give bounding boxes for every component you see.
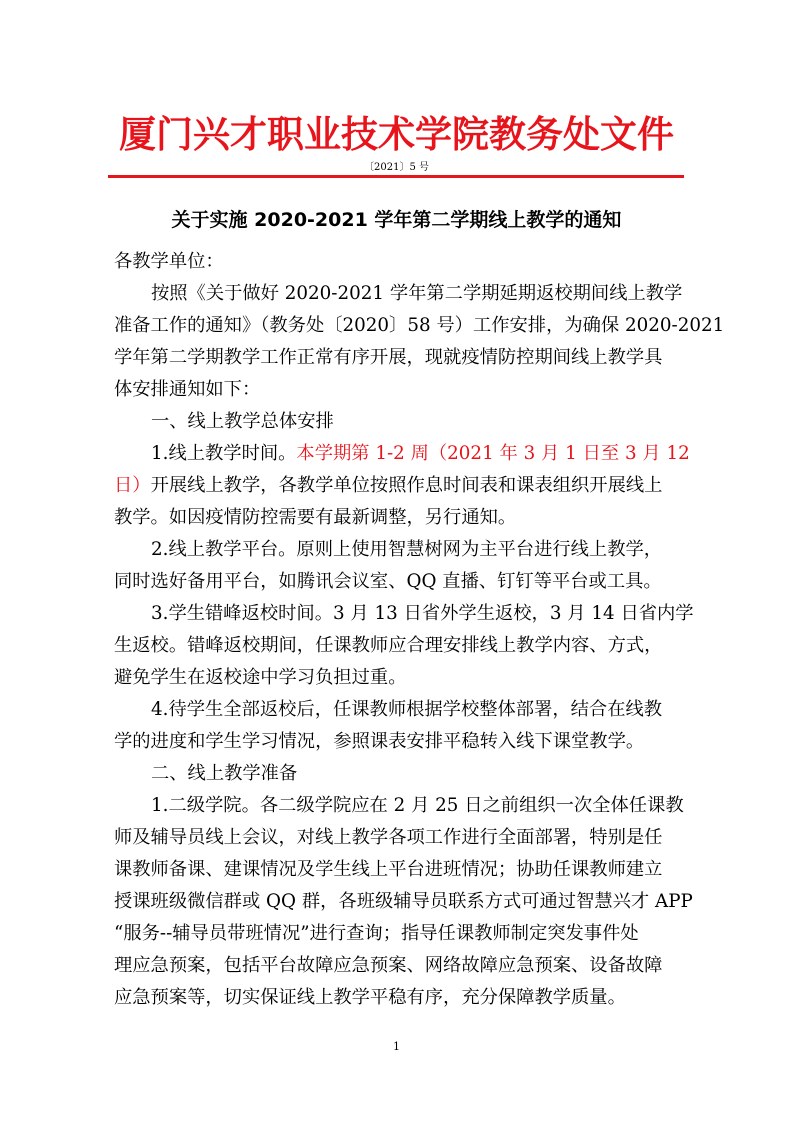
body-line: 生返校。错峰返校期间，任课教师应合理安排线上教学内容、方式， (114, 635, 663, 656)
body-line: 理应急预案，包括平台故障应急预案、网络故障应急预案、设备故障 (114, 955, 663, 976)
salutation-line: 各教学单位： (114, 251, 224, 272)
body-line: 学的进度和学生学习情况，参照课表安排平稳转入线下课堂教学。 (114, 731, 645, 752)
body-line: 1.二级学院。各二级学院应在 2 月 25 日之前组织一次全体任课教 (151, 795, 684, 816)
body-line: 体安排通知如下： (114, 379, 261, 400)
body-text-span: 开展线上教学，各教学单位按照作息时间表和课表组织开展线上 (150, 475, 663, 496)
document-header-title: 厦门兴才职业技术学院教务处文件 (119, 112, 674, 156)
highlighted-period-end: 日） (114, 475, 151, 496)
body-line (114, 438, 690, 470)
highlighted-period: 本学期第 1-2 周（2021 年 3 月 1 日至 3 月 12 (296, 443, 690, 464)
body-line (114, 470, 680, 502)
body-line: 按照《关于做好 2020-2021 学年第二学期延期返校期间线上教学 (151, 283, 683, 304)
item-label: 1.线上教学时间。 (151, 443, 297, 464)
body-line: 课教师备课、建课情况及学生线上平台进班情况；协助任课教师建立 (114, 859, 663, 880)
notice-title: 关于实施 2020-2021 学年第二学期线上教学的通知 (171, 209, 622, 231)
body-line: 4.待学生全部返校后，任课教师根据学校整体部署，结合在线教 (151, 699, 663, 720)
section-heading: 一、线上教学总体安排 (151, 411, 334, 432)
red-divider-line (108, 175, 684, 178)
body-line: 学年第二学期教学工作正常有序开展，现就疫情防控期间线上教学具 (114, 347, 663, 368)
body-line: 避免学生在返校途中学习负担过重。 (114, 667, 407, 688)
section-heading: 二、线上教学准备 (151, 763, 298, 784)
body-line: 教学。如因疫情防控需要有最新调整，另行通知。 (114, 507, 517, 528)
notice-body (114, 246, 725, 1014)
body-line: 3.学生错峰返校时间。3 月 13 日省外学生返校，3 月 14 日省内学 (151, 603, 694, 624)
body-line: 师及辅导员线上会议，对线上教学各项工作进行全面部署，特别是任 (114, 827, 663, 848)
body-line: 应急预案等，切实保证线上教学平稳有序，充分保障教学质量。 (114, 987, 626, 1008)
body-line: 准备工作的通知》（教务处〔2020〕58 号）工作安排，为确保 2020-2021 (114, 315, 725, 336)
body-line: 2.线上教学平台。原则上使用智慧树网为主平台进行线上教学， (151, 539, 663, 560)
document-number: 〔2021〕5 号 (364, 162, 429, 173)
body-line: “服务--辅导员带班情况”进行查询；指导任课教师制定突发事件处 (114, 923, 639, 944)
body-line: 同时选好备用平台，如腾讯会议室、QQ 直播、钉钉等平台或工具。 (114, 571, 662, 592)
body-line: 授课班级微信群或 QQ 群，各班级辅导员联系方式可通过智慧兴才 APP (114, 891, 693, 912)
page-number: 1 (393, 1040, 400, 1053)
